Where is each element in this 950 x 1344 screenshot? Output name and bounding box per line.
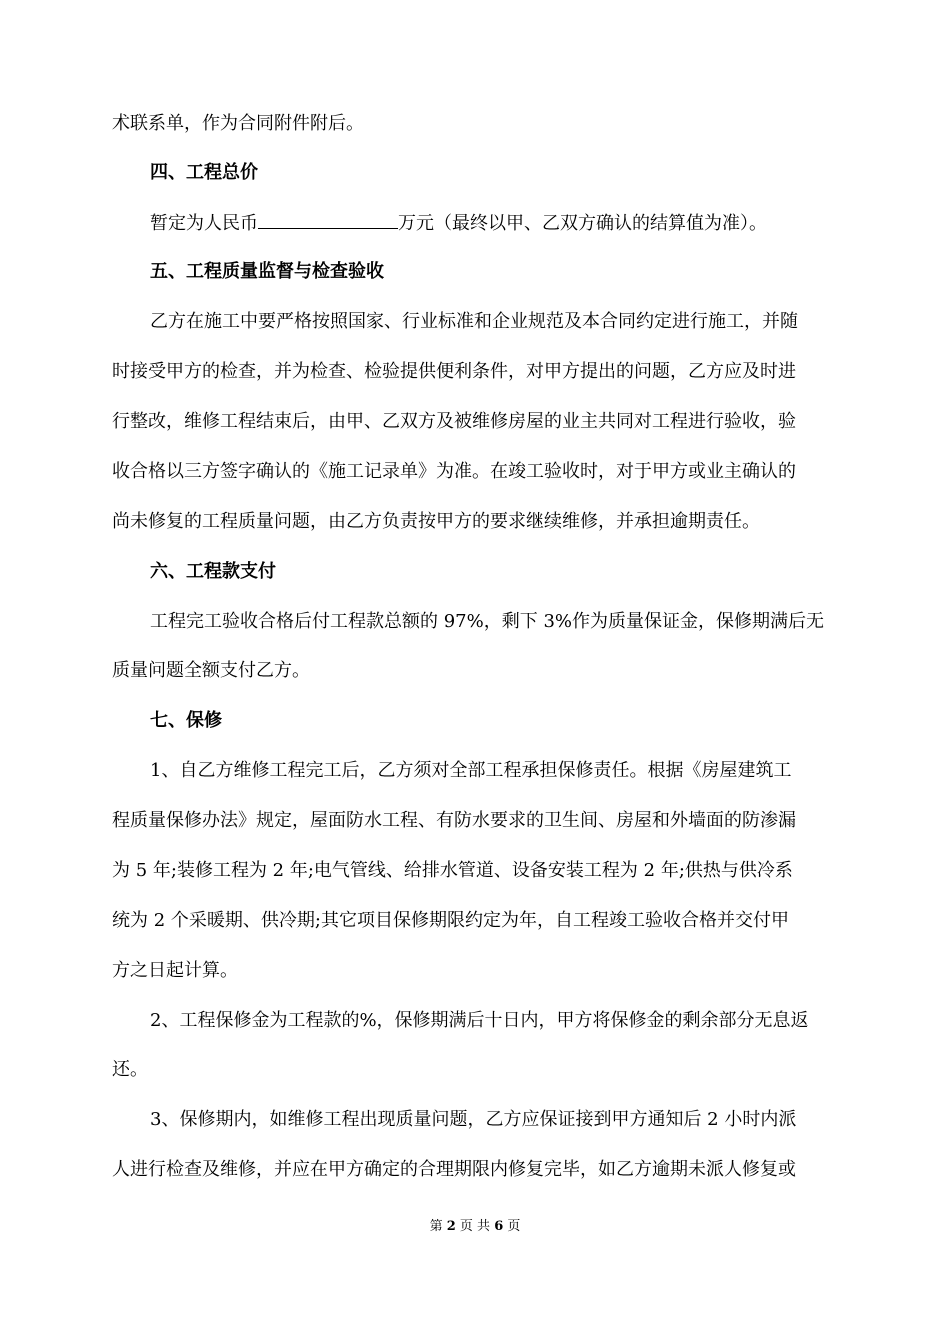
total-page-count: 6 — [494, 1219, 504, 1234]
paragraph-line: 收合格以三方签字确认的《施工记录单》为准。在竣工验收时，对于甲方或业主确认的 — [112, 461, 796, 482]
section-heading: 七、保修 — [150, 710, 222, 731]
paragraph-line: 人进行检查及维修，并应在甲方确定的合理期限内修复完毕，如乙方逾期未派人修复或 — [112, 1159, 796, 1180]
price-prefix: 暂定为人民币 — [150, 213, 258, 234]
paragraph-line: 质量问题全额支付乙方。 — [112, 660, 310, 681]
paragraph-line: 工程完工验收合格后付工程款总额的 97%，剩下 3%作为质量保证金，保修期满后无 — [150, 611, 825, 632]
paragraph-line: 还。 — [112, 1059, 148, 1080]
price-line — [150, 210, 842, 236]
paragraph-line: 时接受甲方的检查，并为检查、检验提供便利条件，对甲方提出的问题，乙方应及时进 — [112, 361, 796, 382]
footer-prefix: 第 — [429, 1219, 443, 1234]
current-page-number: 2 — [446, 1219, 456, 1234]
footer-middle: 页 共 — [459, 1219, 491, 1234]
paragraph-line: 乙方在施工中要严格按照国家、行业标准和企业规范及本合同约定进行施工，并随 — [150, 311, 798, 332]
paragraph-line: 为 5 年;装修工程为 2 年;电气管线、给排水管道、设备安装工程为 2 年;供热与供冷系 — [112, 860, 793, 881]
footer-suffix: 页 — [507, 1219, 521, 1234]
price-blank-underline — [258, 210, 398, 229]
section-heading: 四、工程总价 — [150, 162, 258, 183]
section-heading: 五、工程质量监督与检查验收 — [150, 261, 384, 282]
section-heading: 六、工程款支付 — [150, 561, 276, 582]
paragraph-line: 术联系单，作为合同附件附后。 — [112, 113, 364, 134]
page-footer — [0, 1218, 950, 1236]
price-suffix: 万元（最终以甲、乙双方确认的结算值为准）。 — [398, 213, 767, 234]
paragraph-line: 统为 2 个采暖期、供冷期;其它项目保修期限约定为年，自工程竣工验收合格并交付甲 — [112, 910, 789, 931]
paragraph-line: 方之日起计算。 — [112, 960, 238, 981]
paragraph-line: 3、保修期内，如维修工程出现质量问题，乙方应保证接到甲方通知后 2 小时内派 — [150, 1109, 797, 1130]
paragraph-line: 尚未修复的工程质量问题，由乙方负责按甲方的要求继续维修，并承担逾期责任。 — [112, 511, 760, 532]
paragraph-line: 程质量保修办法》规定，屋面防水工程、有防水要求的卫生间、房屋和外墙面的防渗漏 — [112, 810, 796, 831]
paragraph-line: 行整改，维修工程结束后，由甲、乙双方及被维修房屋的业主共同对工程进行验收，验 — [112, 411, 796, 432]
paragraph-line: 2、工程保修金为工程款的%，保修期满后十日内，甲方将保修金的剩余部分无息返 — [150, 1010, 809, 1031]
paragraph-line: 1、自乙方维修工程完工后，乙方须对全部工程承担保修责任。根据《房屋建筑工 — [150, 760, 792, 781]
